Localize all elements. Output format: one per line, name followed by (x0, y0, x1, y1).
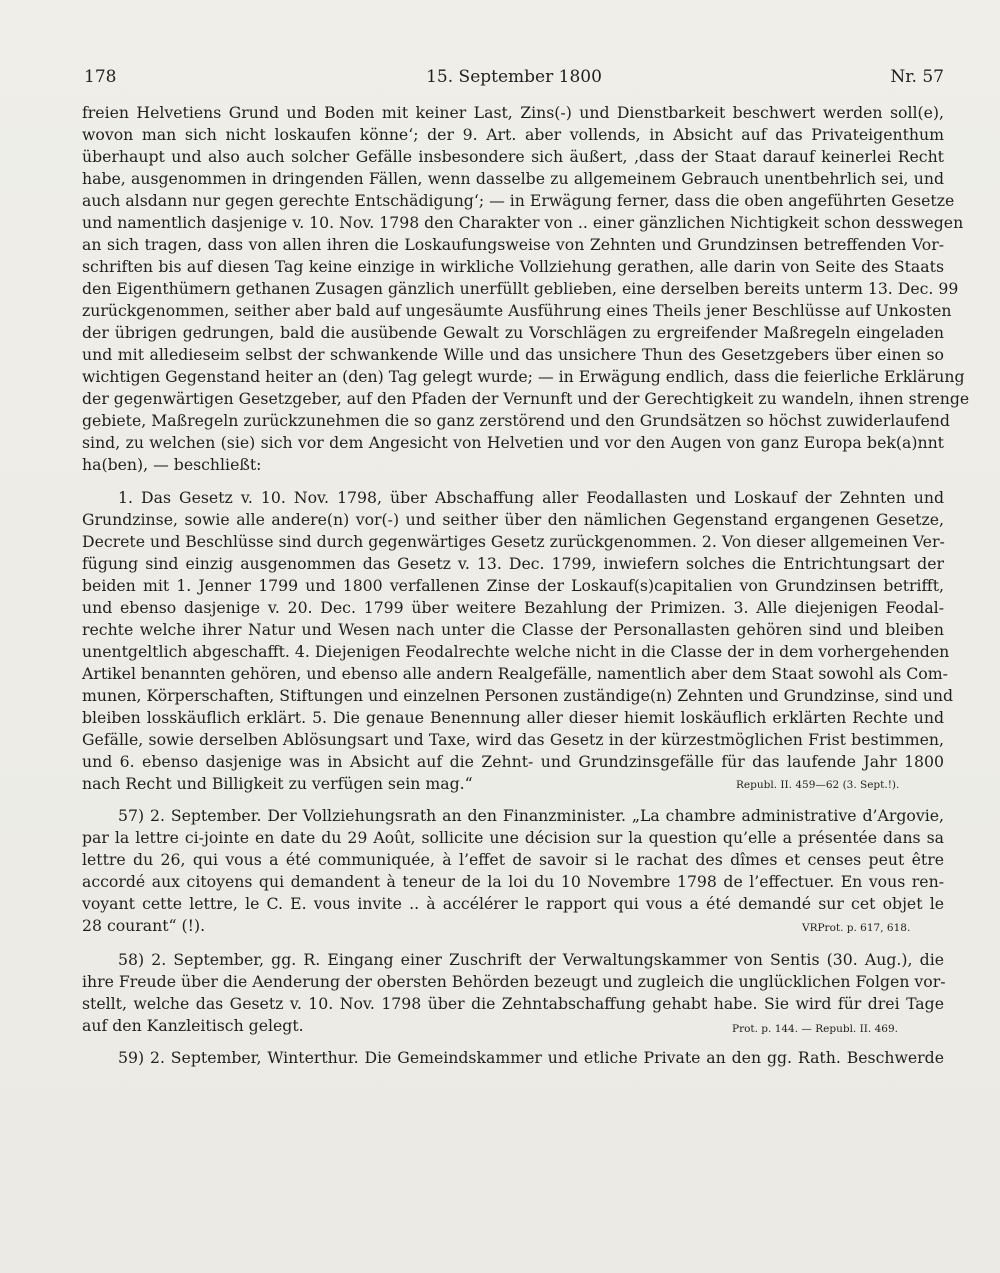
text-line: den Eigenthümern gethanen Zusagen gänzlich unerfüllt geblieben, eine derselben bereits unterm 13. Dec. 99 (82, 279, 959, 298)
text-line: auch alsdann nur gegen gerechte Entschädigung‘; — in Erwägung ferner, dass die oben angeführten Gesetze (82, 191, 955, 210)
text-line: und mit alledieseim selbst der schwankende Wille und das unsichere Thun des Gesetzgebers über einen so (82, 345, 944, 364)
document-number: Nr. 57 (890, 67, 944, 87)
text-line: an sich tragen, dass von allen ihren die Loskaufungsweise von Zehnten und Grundzinsen betreffenden Vor- (82, 235, 944, 254)
text-line: Grundzinse, sowie alle andere(n) vor(-) und seither über den nämlichen Gegenstand ergangenen Gesetze, (82, 510, 944, 529)
text-line: auf den Kanzleitisch gelegt. (82, 1016, 304, 1035)
text-line: wovon man sich nicht loskaufen könne‘; der 9. Art. aber vollends, in Absicht auf das Privateigenthum (82, 125, 944, 144)
page-number: 178 (84, 67, 117, 87)
page-header (84, 67, 944, 91)
text-line: munen, Körperschaften, Stiftungen und einzelnen Personen zuständige(n) Zehnten und Grundzinse, sind und (82, 686, 953, 705)
text-line: 58) 2. September, gg. R. Eingang einer Zuschrift der Verwaltungskammer von Sentis (30. Aug.), die (118, 950, 944, 969)
source-reference: Prot. p. 144. — Republ. II. 469. (732, 1023, 898, 1035)
text-line: bleiben losskäuflich erklärt. 5. Die genaue Benennung aller dieser hiemit loskäuflich erklärten Rechte und (82, 708, 944, 727)
text-line: rechte welche ihrer Natur und Wesen nach unter die Classe der Personallasten gehören sind und bleiben (82, 620, 944, 639)
text-line: fügung sind einzig ausgenommen das Gesetz v. 13. Dec. 1799, inwiefern solches die Entrichtungsart der (82, 554, 944, 573)
text-line: und namentlich dasjenige v. 10. Nov. 1798 den Charakter von .. einer gänzlichen Nichtigkeit schon desswegen (82, 213, 964, 232)
text-line: und 6. ebenso dasjenige was in Absicht auf die Zehnt- und Grundzinsgefälle für das laufende Jahr 1800 (82, 752, 944, 771)
text-line: beiden mit 1. Jenner 1799 und 1800 verfallenen Zinse der Loskauf(s)capitalien von Grundzinsen betrifft, (82, 576, 944, 595)
header-date: 15. September 1800 (426, 67, 602, 87)
text-line: 28 courant“ (!). (82, 916, 206, 935)
text-line: der gegenwärtigen Gesetzgeber, auf den Pfaden der Vernunft und der Gerechtigkeit zu wandeln, ihnen strenge (82, 389, 970, 408)
text-line: Artikel benannten gehören, und ebenso alle andern Realgefälle, namentlich aber dem Staat sowohl als Com- (82, 664, 948, 683)
text-line: überhaupt und also auch solcher Gefälle insbesondere sich äußert, ‚dass der Staat darauf keinerlei Recht (82, 147, 944, 166)
text-line: schriften bis auf diesen Tag keine einzige in wirkliche Vollziehung gerathen, alle darin von Seite des Staats (82, 257, 944, 276)
text-line: 57) 2. September. Der Vollziehungsrath an den Finanzminister. „La chambre administrative d’Argovie, (118, 806, 944, 825)
text-line: und ebenso dasjenige v. 20. Dec. 1799 über weitere Bezahlung der Primizen. 3. Alle diejenigen Feodal- (82, 598, 944, 617)
text-line: zurückgenommen, seither aber bald auf ungesäumte Ausführung eines Theils jener Beschlüsse auf Unkosten (82, 301, 952, 320)
text-line: unentgeltlich abgeschafft. 4. Diejenigen Feodalrechte welche nicht in die Classe der in dem vorhergehenden (82, 642, 950, 661)
text-line: nach Recht und Billigkeit zu verfügen sein mag.“ (82, 774, 473, 793)
text-line: der übrigen gedrungen, bald die ausübende Gewalt zu Vorschlägen zu ergreifender Maßregeln eingeladen (82, 323, 944, 342)
text-line: Decrete und Beschlüsse sind durch gegenwärtiges Gesetz zurückgenommen. 2. Von dieser allgemeinen Ver- (82, 532, 945, 551)
text-line: ha(ben), — beschließt: (82, 455, 262, 474)
text-line: wichtigen Gegenstand heiter an (den) Tag gelegt wurde; — in Erwägung endlich, dass die feierliche Erklärung (82, 367, 965, 386)
text-line: sind, zu welchen (sie) sich vor dem Angesicht von Helvetien und vor den Augen von ganz Europa bek(a)nnt (82, 433, 944, 452)
text-line: freien Helvetiens Grund und Boden mit keiner Last, Zins(-) und Dienstbarkeit beschwert werden soll(e), (82, 103, 944, 122)
text-line: lettre du 26, qui vous a été communiquée, à l’effet de savoir si le rachat des dîmes et censes peut être (82, 850, 944, 869)
text-line: habe, ausgenommen in dringenden Fällen, wenn dasselbe zu allgemeinem Gebrauch unentbehrlich sei, und (82, 169, 944, 188)
text-line: 59) 2. September, Winterthur. Die Gemeindskammer und etliche Private an den gg. Rath. Beschwerde (118, 1048, 944, 1067)
text-line: 1. Das Gesetz v. 10. Nov. 1798, über Abschaffung aller Feodallasten und Loskauf der Zehnten und (118, 488, 944, 507)
text-line: Gefälle, sowie derselben Ablösungsart und Taxe, wird das Gesetz in der kürzestmöglichen Frist bestimmen, (82, 730, 944, 749)
text-line: par la lettre ci-jointe en date du 29 Août, sollicite une décision sur la question qu’elle a présentée dans sa (82, 828, 944, 847)
source-reference: VRProt. p. 617, 618. (802, 922, 911, 934)
text-line: accordé aux citoyens qui demandent à teneur de la loi du 10 Novembre 1798 de l’effectuer. En vous ren- (82, 872, 944, 891)
source-reference: Republ. II. 459—62 (3. Sept.!). (736, 779, 900, 791)
text-line: ihre Freude über die Aenderung der obersten Behörden bezeugt und zugleich die unglücklichen Folgen vor- (82, 972, 946, 991)
text-line: gebiete, Maßregeln zurückzunehmen die so ganz zerstörend und den Grundsätzen so höchst zuwiderlaufend (82, 411, 950, 430)
text-line: stellt, welche das Gesetz v. 10. Nov. 1798 über die Zehntabschaffung gehabt habe. Sie wird für drei Tage (82, 994, 944, 1013)
text-line: voyant cette lettre, le C. E. vous invite .. à accélérer le rapport qui vous a été demandé sur cet objet le (82, 894, 944, 913)
